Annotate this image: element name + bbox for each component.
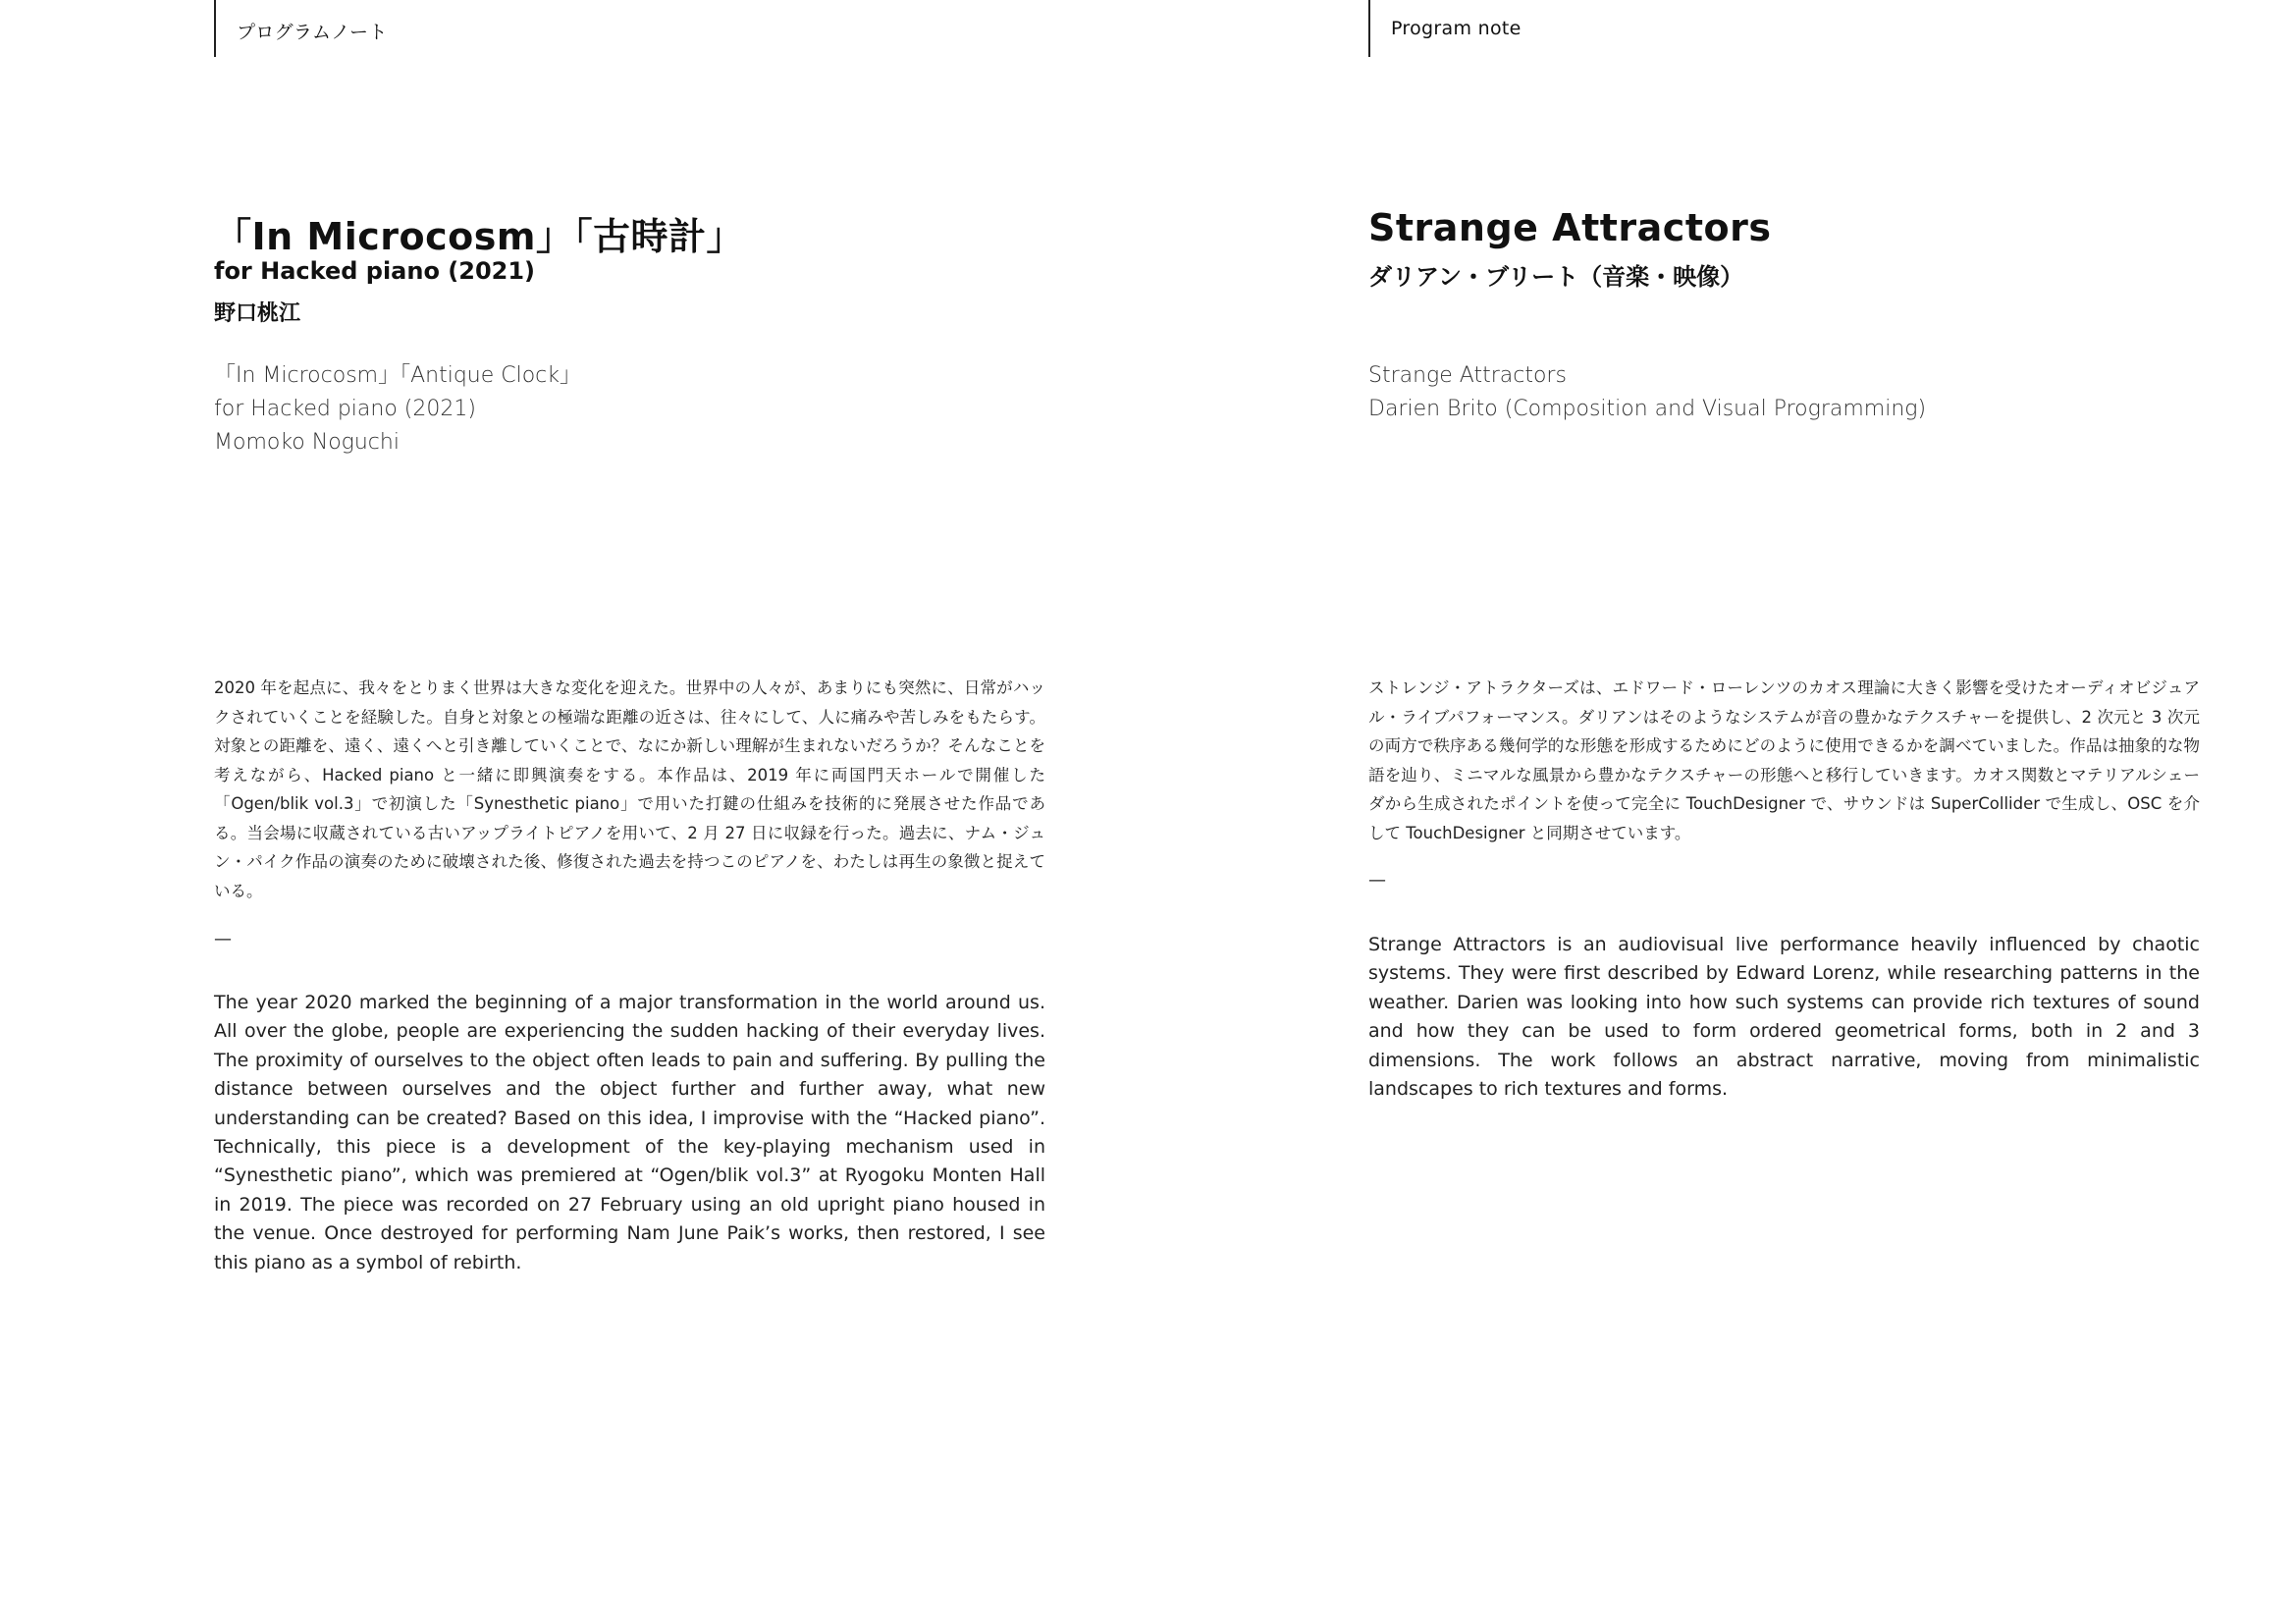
program-note-english: The year 2020 marked the beginning of a major transformation in the world around us. All over the globe, people are experiencing the sudden hacking of their everyday lives. The proximity of ourselves to the object often leads to pain and suffering. By pulling the distance between ourselves and the object further and further away, what new understanding can be created? Based on this idea, I improvise with the “Hacked piano”. Technically, this piece is a development of the key-playing mechanism used in “Synesthetic piano”, which was premiered at “Ogen/blik vol.3” at Ryogoku Monten Hall in 2019. The piece was recorded on 27 February using an old upright piano housed in the venue. Once destroyed for performing Nam June Paik’s works, then restored, I see this piano as a symbol of rebirth. bbox=[214, 992, 1045, 1273]
piece-title: 「In Microcosm」「古時計」 bbox=[214, 215, 744, 258]
credit-line: Momoko Noguchi bbox=[214, 430, 400, 455]
credits-block bbox=[214, 359, 581, 460]
credit-line: Strange Attractors bbox=[1368, 363, 1567, 388]
section-divider: — bbox=[214, 929, 232, 949]
piece-subtitle: ダリアン・ブリート（音楽・映像） bbox=[1368, 263, 1744, 291]
piece-subtitle: for Hacked piano (2021) bbox=[214, 257, 536, 285]
program-note-english: Strange Attractors is an audiovisual live performance heavily influenced by chaotic systems. They were first described by Edward Lorenz, while researching patterns in the weather. Darien was looking into how such systems can provide rich textures of sound and how they can be used to form ordered geometrical forms, both in 2 and 3 dimensions. The work follows an abstract narrative, moving from minimalistic landscapes to rich textures and forms. bbox=[1368, 934, 2200, 1101]
credit-line: Darien Brito (Composition and Visual Programming) bbox=[1368, 397, 1927, 421]
credit-line: for Hacked piano (2021) bbox=[214, 397, 476, 421]
credits-block bbox=[1368, 359, 1926, 426]
program-note-japanese: ストレンジ・アトラクターズは、エドワード・ローレンツのカオス理論に大きく影響を受けたオーディオビジュアル・ライブパフォーマンス。ダリアンはそのようなシステムが音の豊かなテクスチャーを提供し、2 次元と 3 次元の両方で秩序ある幾何学的な形態を形成するためにどのように使用できるかを調べていました。作品は抽象的な物語を辿り、ミニマルな風景から豊かなテクスチャーの形態へと移行していきます。カオス関数とマテリアルシェーダから生成されたポイントを使って完全に TouchDesigner で、サウンドは SuperCollider で生成し、OSC を介して TouchDesigner と同期させています。 bbox=[1368, 678, 2200, 842]
composer-name: 野口桃江 bbox=[214, 301, 301, 326]
section-divider: — bbox=[1368, 870, 1386, 891]
piece-title: Strange Attractors bbox=[1368, 206, 1772, 249]
credit-line: 「In Microcosm」「Antique Clock」 bbox=[214, 363, 582, 388]
program-note-japanese: 2020 年を起点に、我々をとりまく世界は大きな変化を迎えた。世界中の人々が、あまりにも突然に、日常がハックされていくことを経験した。自身と対象との極端な距離の近さは、往々にして、人に痛みや苦しみをもたらす。対象との距離を、遠く、遠くへと引き離していくことで、なにか新しい理解が生まれないだろうか？そんなことを考えながら、Hacked piano と一緒に即興演奏をする。本作品は、2019 年に両国門天ホールで開催した「Ogen/blik vol.3」で初演した「Synesthetic piano」で用いた打鍵の仕組みを技術的に発展させた作品である。当会場に収蔵されている古いアップライトピアノを用いて、2 月 27 日に収録を行った。過去に、ナム・ジュン・パイク作品の演奏のために破壊された後、修復された過去を持つこのピアノを、わたしは再生の象徴と捉えている。 bbox=[214, 678, 1045, 900]
running-head: Program note bbox=[1368, 0, 1522, 57]
running-head: プログラムノート bbox=[214, 0, 388, 57]
